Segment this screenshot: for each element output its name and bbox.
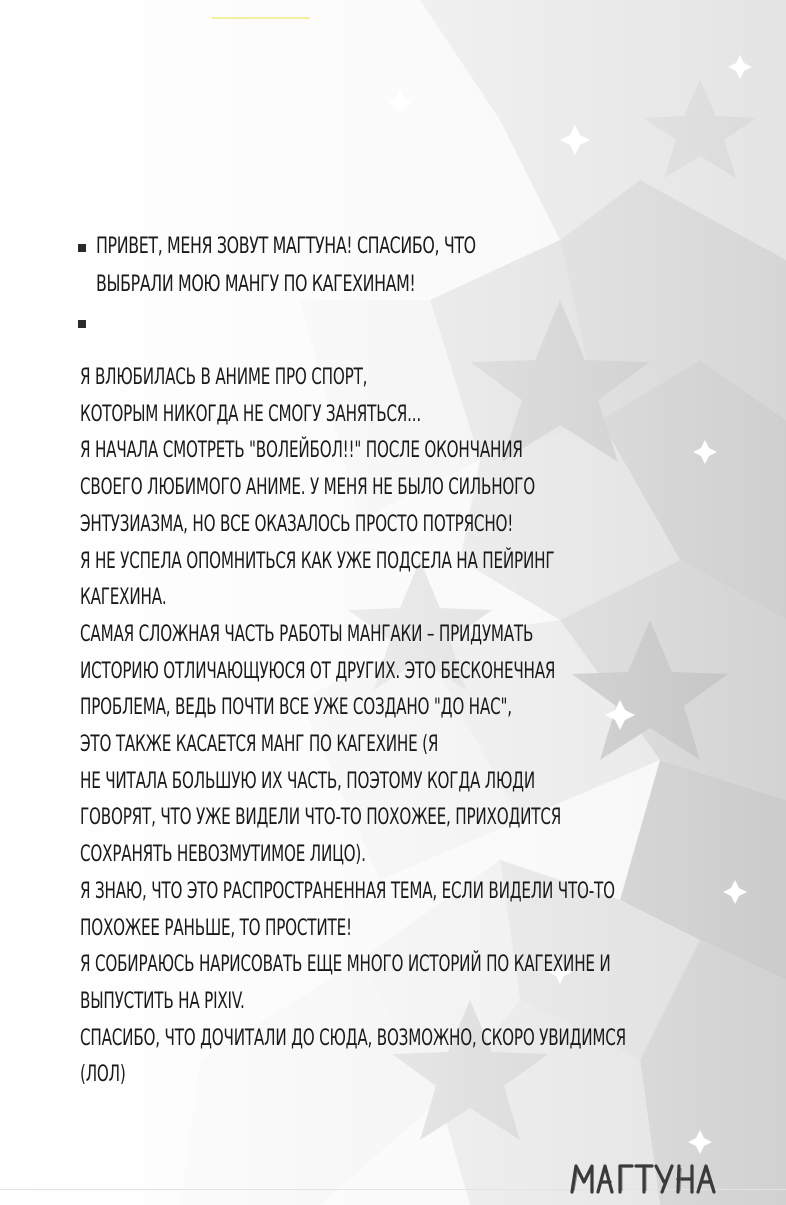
intro-paragraph (78, 228, 678, 304)
body-line: СВОЕГО ЛЮБИМОГО АНИМЕ. У МЕНЯ НЕ БЫЛО СИЛЬНОГО (80, 475, 535, 501)
body-line: ИСТОРИЮ ОТЛИЧАЮЩУЮСЯ ОТ ДРУГИХ. ЭТО БЕСКОНЕЧНАЯ (80, 658, 556, 684)
body-line: ЭНТУЗИАЗМА, НО ВСЕ ОКАЗАЛОСЬ ПРОСТО ПОТРЯСНО! (80, 511, 514, 537)
intro-block (78, 228, 678, 340)
body-line: (ЛОЛ) (80, 1062, 126, 1088)
body-line: ПОХОЖЕЕ РАНЬШЕ, ТО ПРОСТИТЕ! (80, 915, 352, 941)
body-line: КАГЕХИНА. (80, 585, 167, 611)
square-bullet-icon (78, 244, 86, 252)
body-line: КОТОРЫМ НИКОГДА НЕ СМОГУ ЗАНЯТЬСЯ... (80, 401, 421, 427)
body-line: Я ЗНАЮ, ЧТО ЭТО РАСПРОСТРАНЕННАЯ ТЕМА, ЕСЛИ ВИДЕЛИ ЧТО-ТО (80, 878, 615, 904)
body-line: Я НАЧАЛА СМОТРЕТЬ "ВОЛЕЙБОЛ!!" ПОСЛЕ ОКОНЧАНИЯ (80, 438, 523, 464)
afterword-text (80, 360, 687, 1094)
body-line: ЭТО ТАКЖЕ КАСАЕТСЯ МАНГ ПО КАГЕХИНЕ (Я (80, 732, 439, 758)
body-line: ПРОБЛЕМА, ВЕДЬ ПОЧТИ ВСЕ УЖЕ СОЗДАНО "ДО НАС", (80, 695, 512, 721)
top-highlight-mark (212, 17, 310, 19)
body-line: Я НЕ УСПЕЛА ОПОМНИТЬСЯ КАК УЖЕ ПОДСЕЛА НА ПЕЙРИНГ (80, 548, 555, 574)
body-line: ГОВОРЯТ, ЧТО УЖЕ ВИДЕЛИ ЧТО-ТО ПОХОЖЕЕ, ПРИХОДИТСЯ (80, 805, 562, 831)
body-line: Я ВЛЮБИЛАСЬ В АНИМЕ ПРО СПОРТ, (80, 365, 368, 390)
body-line: Я СОБИРАЮСЬ НАРИСОВАТЬ ЕЩЕ МНОГО ИСТОРИЙ ПО КАГЕХИНЕ И (80, 952, 611, 978)
body-line: НЕ ЧИТАЛА БОЛЬШУЮ ИХ ЧАСТЬ, ПОЭТОМУ КОГДА ЛЮДИ (80, 768, 535, 794)
square-bullet-icon (78, 320, 86, 328)
intro-line-2: ВЫБРАЛИ МОЮ МАНГУ ПО КАГЕХИНАМ! (96, 272, 416, 297)
body-line: СОХРАНЯТЬ НЕВОЗМУТИМОЕ ЛИЦО). (80, 842, 366, 868)
body-line: СПАСИБО, ЧТО ДОЧИТАЛИ ДО СЮДА, ВОЗМОЖНО, СКОРО УВИДИМСЯ (80, 1025, 627, 1051)
signature-magtuna (568, 1158, 738, 1198)
body-line: ВЫПУСТИТЬ НА PIXIV. (80, 988, 245, 1014)
empty-bullet-row (78, 310, 678, 340)
intro-line-1: ПРИВЕТ, МЕНЯ ЗОВУТ МАГТУНА! СПАСИБО, ЧТО (96, 234, 476, 259)
body-line: САМАЯ СЛОЖНАЯ ЧАСТЬ РАБОТЫ МАНГАКИ – ПРИДУМАТЬ (80, 621, 534, 647)
